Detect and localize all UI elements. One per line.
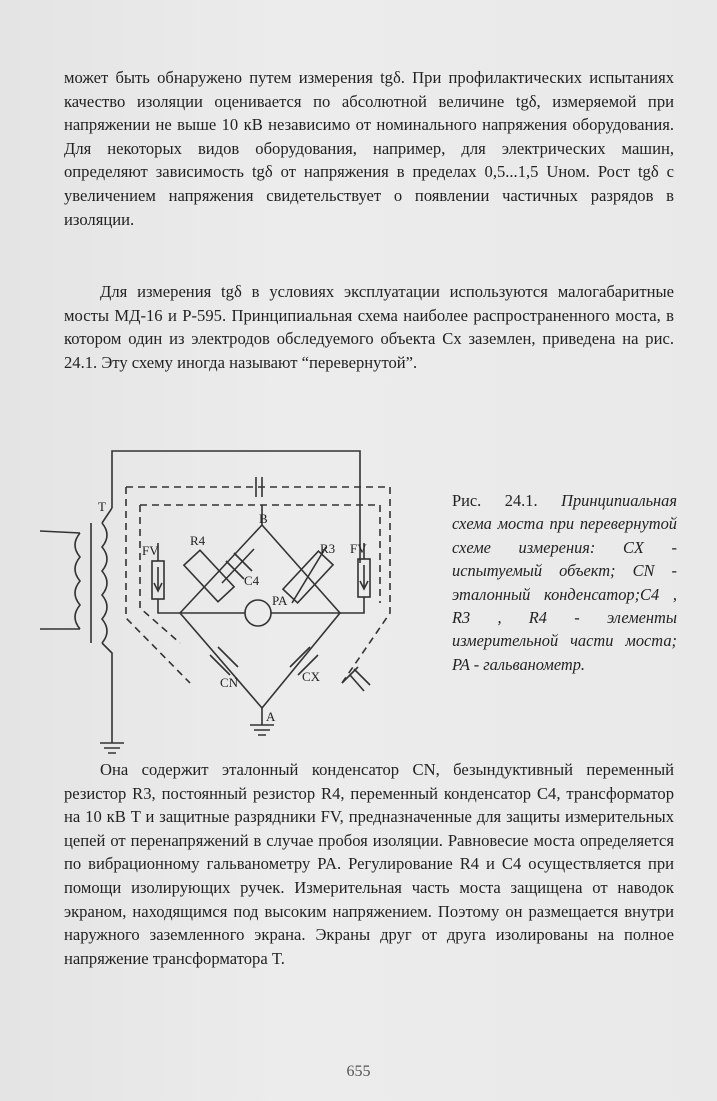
label-pa: PA: [272, 593, 288, 608]
label-c4: C4: [244, 573, 260, 588]
label-r3: R3: [320, 541, 336, 556]
bridge-arm-right-a: [262, 613, 340, 708]
transformer-primary: [75, 533, 80, 629]
label-cx: CX: [302, 669, 321, 684]
cn-capacitor: [210, 647, 238, 675]
label-fv-left: FV: [142, 543, 159, 558]
label-b: B: [259, 511, 268, 526]
page-number: 655: [346, 1063, 371, 1080]
caption-label: Рис. 24.1.: [452, 491, 538, 510]
r4-resistor: [184, 550, 234, 602]
paragraph-3: [64, 758, 674, 970]
label-t: T: [98, 499, 106, 514]
paragraph-2-text: Для измерения tgδ в условиях эксплуатации используются малогабаритные мосты МД-16 и Р-595. Принципиальная схема наиболее распространенного моста, в котором один из электродов обследуемого объекта Cx заземлен, приведена на рис. 24.1. Эту схему иногда называют “перевернутой”.: [64, 282, 674, 372]
paragraph-1: может быть обнаружено путем измерения tgδ. При профилактических испытаниях качество изоляции оценивается по абсолютной величине tgδ, измеряемой при напряжении не выше 10 кВ независимо от номинального напряжения оборудования. Для некоторых видов оборудования, например, для электрических машин, определяют зависимость tgδ от напряжения в пределах 0,5...1,5 Uном. Рост tgδ с увеличением напряжения свидетельствует о появлении частичных разрядов в изоляции.: [64, 68, 674, 229]
caption-text: Принципиальная схема моста при перевернутой схеме измерения: CX - испытуемый объект; CN - эталонный конденсатор;C4 , R3 , R4 - элементы измерительной части моста; PA - гальванометр.: [452, 491, 677, 674]
bridge-arm-left-a: [180, 613, 262, 708]
transformer-secondary: [102, 523, 107, 643]
label-a: A: [266, 709, 276, 724]
paragraph-2: [64, 280, 674, 374]
galvanometer: [245, 600, 271, 626]
bridge-circuit-diagram: [40, 443, 440, 773]
label-cn: CN: [220, 675, 239, 690]
label-r4: R4: [190, 533, 206, 548]
ground-transformer: [100, 743, 124, 753]
label-fv-right: FV: [350, 541, 367, 556]
figure-caption: [452, 489, 677, 676]
paragraph-3-text: Она содержит эталонный конденсатор CN, безындуктивный переменный резистор R3, постоянный резистор R4, переменный конденсатор C4, трансформатор на 10 кВ T и защитные разрядники FV, предназначенные для защиты измерительных цепей от перенапряжений в случае пробоя изоляции. Равновесие моста определяется по вибрационному гальванометру PA. Регулирование R4 и C4 осуществляется при помощи изолирующих ручек. Измерительная часть моста защищена от наводок экраном, находящимся под высоким напряжением. Поэтому он размещается внутри наружного заземленного экрана. Экраны друг от друга изолированы на полное напряжение трансформатора T.: [64, 760, 674, 968]
